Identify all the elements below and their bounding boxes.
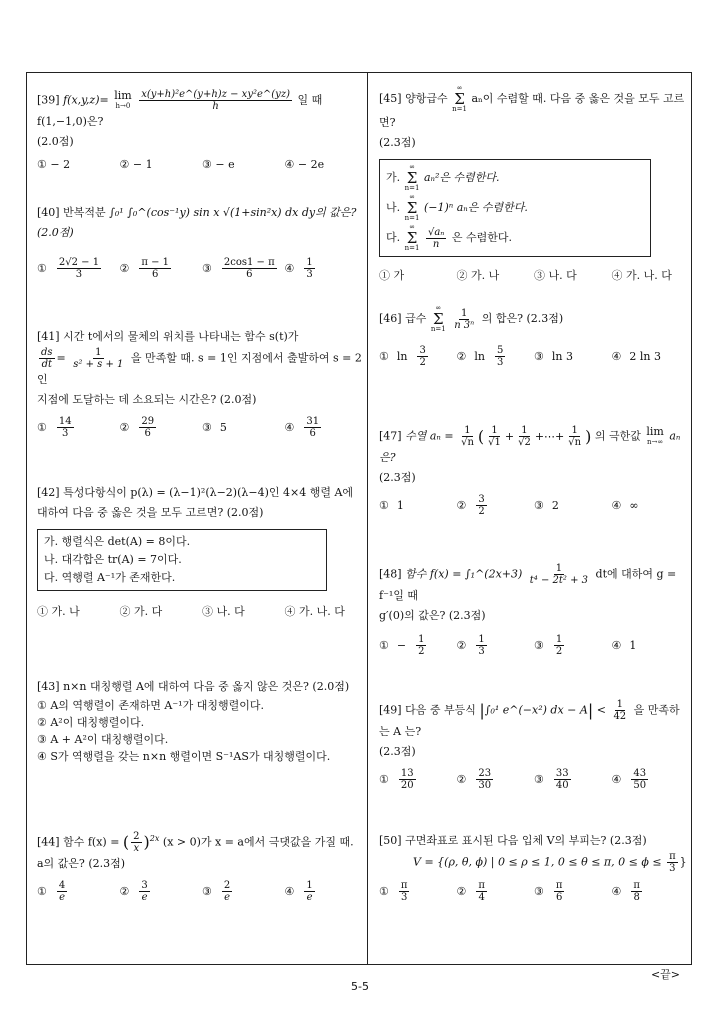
option[interactable]: ② $\frac{3}{2}$	[456, 494, 485, 517]
option[interactable]: ③ ln 3	[534, 350, 573, 363]
option[interactable]: ② 가. 나	[456, 269, 500, 282]
q50-text-a: 구면좌표로 표시된 다음 입체 V의 부피는? (2.3점)	[405, 834, 647, 847]
q49-text-b: 을 만족하는 A 는?	[379, 703, 680, 738]
q49-lt: <	[596, 703, 606, 717]
q39-text-b: 일 때 f(1,−1,0)은?	[37, 93, 323, 128]
question-43	[37, 677, 367, 765]
question-50: [50] 구면좌표로 표시된 다음 입체 V의 부피는? (2.3점) V = {(ρ, θ, ϕ) | 0 ≤ ρ ≤ 1, 0 ≤ θ ≤ π, 0 ≤ ϕ ≤ $\frac{\pi}{3}$ } ① $\frac{\pi}{3}$ ② $\frac{\pi}{4}$ ③ $\frac{\pi}{6}$ ④ $\frac{\pi}{8}$	[379, 831, 689, 903]
question-number: [42]	[37, 486, 60, 499]
q42-text-a: 특성다항식이 p(λ) = (λ−1)²(λ−2)(λ−4)인 4×4 행렬 A에	[63, 486, 354, 499]
q45-options	[379, 267, 689, 283]
option[interactable]: ③ A + A²이 대칭행렬이다.	[37, 733, 169, 746]
box-item: 나. 대각합은 tr(A) = 7이다.	[44, 553, 182, 566]
option[interactable]: ④ $\frac{31}{6}$	[284, 416, 320, 439]
option[interactable]: ④ $\frac{43}{50}$	[611, 768, 647, 791]
option[interactable]: ① 가	[379, 269, 405, 282]
q41-options	[37, 416, 367, 439]
question-39	[37, 89, 367, 171]
q45-points: (2.3점)	[379, 136, 416, 149]
question-number: [39]	[37, 93, 60, 107]
q39-fraction: $\frac{\text{x(y+h)²e\textasciicircum{}(y+h)z − xy²e\textasciicircum{}(yz)}}{h}$	[141, 89, 290, 112]
option[interactable]: ① − $\frac{1}{2}$	[379, 634, 425, 657]
sum-symbol: ∞ Σ n=1	[452, 84, 467, 113]
q49-fraction: $\frac{1}{42}$	[613, 699, 627, 722]
q48-text-a: 함수 f(x) =	[405, 567, 462, 581]
q42-options	[37, 603, 367, 619]
question-40	[37, 203, 367, 280]
option[interactable]: ④ 가. 나. 다	[284, 605, 345, 618]
box-item: 가. ∞ Σ n=1 aₙ²은 수렴한다.	[386, 163, 500, 192]
option[interactable]: ② $\frac{29}{6}$	[119, 416, 155, 439]
page-number: 5-5	[351, 980, 369, 993]
option[interactable]: ④ $\frac{1}{e}$	[284, 880, 313, 904]
q41-text-b: 을 만족할 때. s = 1인 지점에서 출발하여 s = 2인	[37, 351, 362, 386]
option[interactable]: ① $\frac{\pi}{3}$	[379, 880, 408, 903]
q49-text-a: 다음 중 부등식	[405, 703, 476, 717]
question-number: [50]	[379, 834, 402, 847]
option[interactable]: ① A의 역행렬이 존재하면 A⁻¹가 대칭행렬이다.	[37, 699, 264, 712]
q39-text-a: f(x,y,z)=	[63, 93, 109, 107]
q47-sequence: $\frac{1}{√n}$ ( $\frac{1}{√1}$ + $\frac{1}{√2}$ +⋯+ $\frac{1}{√n}$ )	[461, 425, 592, 448]
option[interactable]: ④ S가 역행렬을 갖는 n×n 행렬이면 S⁻¹AS가 대칭행렬이다.	[37, 750, 331, 763]
q46-term: $\frac{1}{\text{n 3ⁿ}}$	[454, 307, 475, 331]
option[interactable]: ① 가. 나	[37, 605, 80, 618]
q39-limit: lim h→0	[114, 88, 132, 110]
option[interactable]: ③ 나. 다	[202, 605, 245, 618]
option[interactable]: ① $\frac{13}{20}$	[379, 768, 414, 791]
q44-text-c: a의 값은? (2.3점)	[37, 857, 126, 871]
q42-text-b: 대하여 다음 중 옳은 것을 모두 고르면? (2.0점)	[37, 506, 264, 519]
question-47	[379, 425, 689, 517]
question-number: [48]	[379, 567, 402, 581]
option[interactable]: ② A²이 대칭행렬이다.	[37, 716, 145, 729]
q45-text-b: aₙ이 수렴할 때. 다음 중 옳은 것을 모두 고르면?	[379, 92, 685, 129]
q40-text-b: sin x √(1+sin²x) dx dy의 값은? (2.0점)	[37, 206, 357, 239]
q48-integral: ∫₁^(2x+3)	[464, 567, 523, 581]
column-divider	[367, 73, 368, 964]
option[interactable]: ② $\frac{1}{3}$	[456, 634, 485, 657]
q42-choice-box	[37, 529, 327, 591]
q46-text-b: 의 합은? (2.3점)	[481, 312, 564, 325]
option[interactable]: ④ 2 ln 3	[611, 350, 661, 363]
q41-text-a: 시간 t에서의 물체의 위치를 나타내는 함수 s(t)가	[63, 330, 299, 343]
option[interactable]: ④ $\frac{\pi}{8}$	[611, 880, 640, 903]
q40-integral-outer: ∫₀¹	[109, 206, 124, 219]
question-number: [49]	[379, 703, 402, 717]
option[interactable]: ② − 1	[119, 158, 153, 171]
box-item: 다. 역행렬 A⁻¹가 존재한다.	[44, 571, 176, 584]
option[interactable]: ② $\frac{23}{30}$	[456, 768, 492, 791]
question-number: [40]	[37, 206, 60, 219]
q44-base: $\frac{2}{x}$	[133, 831, 140, 855]
option[interactable]: ③ $\frac{2}{e}$	[202, 880, 231, 904]
box-item: 가. 행렬식은 det(A) = 8이다.	[44, 535, 191, 548]
question-41: [41] 시간 t에서의 물체의 위치를 나타내는 함수 s(t)가 $\frac{ds}{dt}$ = $\frac{1}{\text{s² + s + 1}}$ 을 만족할 때. s = 1인 지점에서 출발하여 s = 2인 지점에 도달하는 데 소요되는 시간은? (2.0점) ① $\frac{14}{3}$ ② $\frac{29}{6}$ ③ 5 ④ $\frac{31}{6}$	[37, 327, 367, 439]
option[interactable]: ② ln $\frac{5}{3}$	[456, 345, 504, 368]
question-number: [44]	[37, 835, 60, 849]
option[interactable]: ④ − 2e	[284, 158, 325, 171]
q40-text-a: 반복적분	[63, 206, 106, 219]
q47-text-a: 수열 aₙ =	[405, 429, 454, 443]
option[interactable]: ① ln $\frac{3}{2}$	[379, 345, 426, 368]
question-48	[379, 563, 689, 657]
option[interactable]: ② $\frac{\pi - 1}{6}$	[119, 257, 170, 280]
option[interactable]: ② $\frac{3}{e}$	[119, 880, 148, 904]
q47-text-b: 의 극한값	[594, 429, 641, 443]
question-49: [49] 다음 중 부등식 |∫₀¹ e^(−x²) dx − A| < $\frac{1}{42}$ 을 만족하는 A 는? (2.3점) ① $\frac{13}{20}$ ② $\frac{23}{30}$ ③ $\frac{33}{40}$ ④ $\frac{43}{50}$	[379, 699, 689, 791]
option[interactable]: ④ ∞	[611, 499, 639, 512]
q49-options	[379, 768, 689, 791]
q47-text-c: aₙ 은?	[379, 429, 681, 464]
q46-options	[379, 345, 689, 368]
q50-options	[379, 880, 689, 903]
option[interactable]: ③ $\frac{\pi}{6}$	[534, 880, 563, 903]
q50-set-expr: V = {(ρ, θ, ϕ) | 0 ≤ ρ ≤ 1, 0 ≤ θ ≤ π, 0 ≤ ϕ ≤	[413, 855, 662, 869]
q41-lhs: $\frac{ds}{dt}$	[41, 347, 53, 370]
exam-page	[26, 72, 692, 965]
option[interactable]: ① $\frac{14}{3}$	[37, 416, 72, 439]
q40-options	[37, 257, 367, 280]
option[interactable]: ① $\frac{2√2 - 1}{3}$	[37, 257, 100, 280]
option[interactable]: ③ $\frac{1}{2}$	[534, 634, 563, 657]
q46-text-a: 급수	[405, 312, 427, 325]
right-column	[379, 73, 689, 964]
question-42	[37, 483, 367, 619]
q47-limit: lim n→∞	[646, 424, 664, 446]
q45-choice-box	[379, 159, 651, 257]
left-column	[37, 73, 367, 964]
q40-integral-inner: ∫₀^(cos⁻¹y)	[127, 206, 190, 219]
question-number: [46]	[379, 312, 402, 325]
q43-text-a: n×n 대칭행렬 A에 대하여 다음 중 옳지 않은 것은? (2.0점)	[63, 680, 350, 693]
q48-integrand: $\frac{1}{\text{t⁴ − 2t² + 3}}$	[529, 563, 589, 586]
option[interactable]: ③ $\frac{2\cos 1 - \pi}{6}$	[202, 257, 275, 280]
q49-points: (2.3점)	[379, 745, 416, 758]
option[interactable]: ③ $\frac{33}{40}$	[534, 768, 569, 791]
box-item: 나. ∞ Σ n=1 (−1)ⁿ aₙ은 수렴한다.	[386, 193, 528, 222]
question-46	[379, 305, 689, 368]
option[interactable]: ④ 가. 나. 다	[611, 269, 672, 282]
q48-options	[379, 634, 689, 657]
option[interactable]: ① − 2	[37, 158, 71, 171]
q41-text-c: 지점에 도달하는 데 소요되는 시간은? (2.0점)	[37, 393, 257, 406]
q49-abs-expr: ∫₀¹ e^(−x²) dx − A	[484, 703, 588, 717]
end-marker: <끝>	[650, 968, 680, 981]
question-number: [41]	[37, 330, 60, 343]
option[interactable]: ④ 1	[611, 639, 637, 652]
q47-points: (2.3점)	[379, 471, 416, 484]
option[interactable]: ② $\frac{\pi}{4}$	[456, 880, 485, 903]
q50-set-bound: $\frac{\pi}{3}$	[669, 851, 676, 874]
q45-text-a: 양항급수	[405, 92, 448, 105]
option[interactable]: ③ − e	[202, 158, 235, 171]
q44-options	[37, 880, 367, 903]
q44-exponent: 2x	[149, 834, 160, 843]
q44-text-a: 함수 f(x) =	[63, 835, 120, 849]
question-number: [45]	[379, 92, 402, 105]
option[interactable]: ① 1	[379, 499, 404, 512]
q48-text-b: dt에 대하여 g = f⁻¹일 때	[379, 567, 677, 602]
option[interactable]: ③ 5	[202, 421, 227, 434]
option[interactable]: ② 가. 다	[119, 605, 163, 618]
q39-options	[37, 158, 367, 171]
q47-options	[379, 494, 689, 517]
option[interactable]: ④ $\frac{1}{3}$	[284, 257, 313, 280]
q41-rhs: $\frac{1}{\text{s² + s + 1}}$	[73, 347, 124, 370]
box-item: 다. ∞ Σ n=1 $\frac{\text{√aₙ}}{n}$ 은 수렴한다.	[386, 223, 512, 252]
question-45	[379, 85, 689, 283]
sum-symbol: ∞ Σ n=1	[430, 304, 446, 333]
option[interactable]: ③ 2	[534, 499, 559, 512]
q44-text-b: (x > 0)가 x = a에서 극댓값을 가질 때.	[162, 835, 354, 849]
question-number: [43]	[37, 680, 60, 693]
option[interactable]: ③ 나. 다	[534, 269, 577, 282]
option[interactable]: ① $\frac{4}{e}$	[37, 880, 66, 904]
q48-text-c: g′(0)의 값은? (2.3점)	[379, 609, 486, 622]
question-number: [47]	[379, 429, 402, 443]
question-44: [44] 함수 f(x) = ( $\frac{2}{x}$ )$^{2x}$ (x > 0)가 x = a에서 극댓값을 가질 때. a의 값은? (2.3점) ① $\frac{4}{e}$ ② $\frac{3}{e}$ ③ $\frac{2}{e}$ ④ $\frac{1}{e}$	[37, 829, 367, 903]
q39-points: (2.0점)	[37, 135, 74, 148]
